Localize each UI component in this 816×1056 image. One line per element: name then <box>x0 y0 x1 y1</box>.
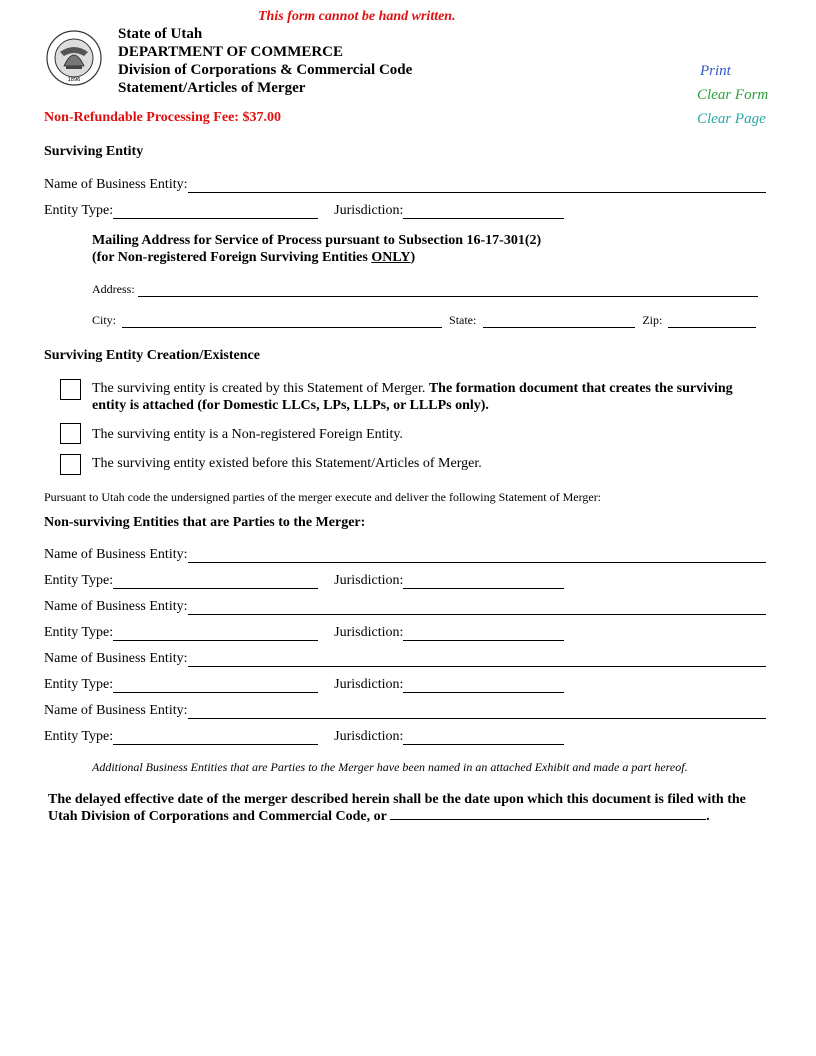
zip-field[interactable] <box>668 315 756 328</box>
nonsurviving-name-row-4 <box>44 703 766 719</box>
exhibit-note: Additional Business Entities that are Parties to the Merger have been named in an attached Exhibit and made a part hereof. <box>92 760 688 774</box>
mailing-address-heading: Mailing Address for Service of Process pursuant to Subsection 16-17-301(2) <box>92 233 542 248</box>
jurisdiction-label: Jurisdiction: <box>334 729 404 744</box>
surviving-name-field[interactable] <box>188 180 766 193</box>
seal-year: 1896 <box>67 77 81 83</box>
city-field[interactable] <box>122 315 442 328</box>
mailing-address-subheading: (for Non-registered Foreign Surviving Entities ONLY) <box>92 250 416 265</box>
existed-before-label: The surviving entity existed before this Statement/Articles of Merger. <box>92 456 482 471</box>
delayed-line-2: Utah Division of Corporations and Commercial Code, or <box>48 809 387 824</box>
name-label: Name of Business Entity: <box>44 547 188 562</box>
delayed-effective-date: The delayed effective date of the merger described herein shall be the date upon which this document is filed with the Utah Division of Corporations and Commercial Code, or . <box>48 792 746 824</box>
city-label: City: <box>92 313 117 327</box>
entity-type-label: Entity Type: <box>44 677 114 692</box>
form-title: Statement/Articles of Merger <box>118 80 306 96</box>
nonsurviving-name-field-2[interactable] <box>188 602 766 615</box>
delayed-line-1: The delayed effective date of the merger described herein shall be the date upon which this document is filed with the <box>48 792 746 807</box>
jurisdiction-label: Jurisdiction: <box>334 573 404 588</box>
header-department: DEPARTMENT OF COMMERCE <box>118 44 344 60</box>
header-state: State of Utah <box>118 26 203 42</box>
nonsurviving-name-field-1[interactable] <box>188 550 766 563</box>
jurisdiction-label: Jurisdiction: <box>334 677 404 692</box>
header-division: Division of Corporations & Commercial Code <box>118 62 413 78</box>
created-by-statement-label: The surviving entity is created by this Statement of Merger. The formation document that creates the surviving <box>92 381 733 396</box>
created-by-statement-checkbox[interactable] <box>60 379 81 400</box>
nonsurviving-type-row-3 <box>44 677 564 693</box>
foreign-entity-checkbox[interactable] <box>60 423 81 444</box>
address-row <box>92 282 758 297</box>
state-field[interactable] <box>483 315 635 328</box>
address-field[interactable] <box>138 284 758 297</box>
surviving-name-row <box>44 177 766 193</box>
nonsurviving-entity-type-field-3[interactable] <box>113 680 318 693</box>
surviving-entity-heading: Surviving Entity <box>44 144 144 159</box>
name-label: Name of Business Entity: <box>44 703 188 718</box>
name-label: Name of Business Entity: <box>44 599 188 614</box>
nonsurviving-heading: Non-surviving Entities that are Parties to the Merger: <box>44 515 366 530</box>
state-label: State: <box>449 313 477 327</box>
creation-heading: Surviving Entity Creation/Existence <box>44 348 260 363</box>
utah-state-seal-icon <box>46 30 102 86</box>
nonsurviving-jurisdiction-field-3[interactable] <box>403 680 564 693</box>
processing-fee: Non-Refundable Processing Fee: $37.00 <box>44 110 281 125</box>
name-label: Name of Business Entity: <box>44 177 188 192</box>
existed-before-checkbox[interactable] <box>60 454 81 475</box>
jurisdiction-label: Jurisdiction: <box>334 203 404 218</box>
city-state-zip-row <box>92 313 756 328</box>
foreign-entity-label: The surviving entity is a Non-registered Foreign Entity. <box>92 427 403 442</box>
nonsurviving-jurisdiction-field-2[interactable] <box>403 628 564 641</box>
nonsurviving-name-field-4[interactable] <box>188 706 766 719</box>
nonsurviving-entity-type-field-1[interactable] <box>113 576 318 589</box>
name-label: Name of Business Entity: <box>44 651 188 666</box>
surviving-entity-type-field[interactable] <box>113 206 318 219</box>
entity-type-label: Entity Type: <box>44 729 114 744</box>
surviving-jurisdiction-field[interactable] <box>403 206 564 219</box>
nonsurviving-name-row-2 <box>44 599 766 615</box>
print-button[interactable]: Print <box>700 63 731 79</box>
nonsurviving-name-row-3 <box>44 651 766 667</box>
nonsurviving-name-row-1 <box>44 547 766 563</box>
effective-date-field[interactable] <box>390 808 706 820</box>
surviving-type-row <box>44 203 564 219</box>
clear-page-button[interactable]: Clear Page <box>697 111 766 127</box>
address-label: Address: <box>92 282 135 296</box>
nonsurviving-entity-type-field-4[interactable] <box>113 732 318 745</box>
entity-type-label: Entity Type: <box>44 203 114 218</box>
nonsurviving-name-field-3[interactable] <box>188 654 766 667</box>
nonsurviving-type-row-1 <box>44 573 564 589</box>
pursuant-statement: Pursuant to Utah code the undersigned parties of the merger execute and deliver the following Statement of Merger: <box>44 490 602 504</box>
nonsurviving-type-row-4 <box>44 729 564 745</box>
created-by-statement-label-cont: entity is attached (for Domestic LLCs, LPs, LLPs, or LLLPs only). <box>92 398 489 413</box>
nonsurviving-type-row-2 <box>44 625 564 641</box>
handwritten-warning: This form cannot be hand written. <box>258 9 456 24</box>
zip-label: Zip: <box>642 313 663 327</box>
entity-type-label: Entity Type: <box>44 573 114 588</box>
nonsurviving-jurisdiction-field-1[interactable] <box>403 576 564 589</box>
entity-type-label: Entity Type: <box>44 625 114 640</box>
clear-form-button[interactable]: Clear Form <box>697 87 769 103</box>
nonsurviving-jurisdiction-field-4[interactable] <box>403 732 564 745</box>
jurisdiction-label: Jurisdiction: <box>334 625 404 640</box>
nonsurviving-entity-type-field-2[interactable] <box>113 628 318 641</box>
